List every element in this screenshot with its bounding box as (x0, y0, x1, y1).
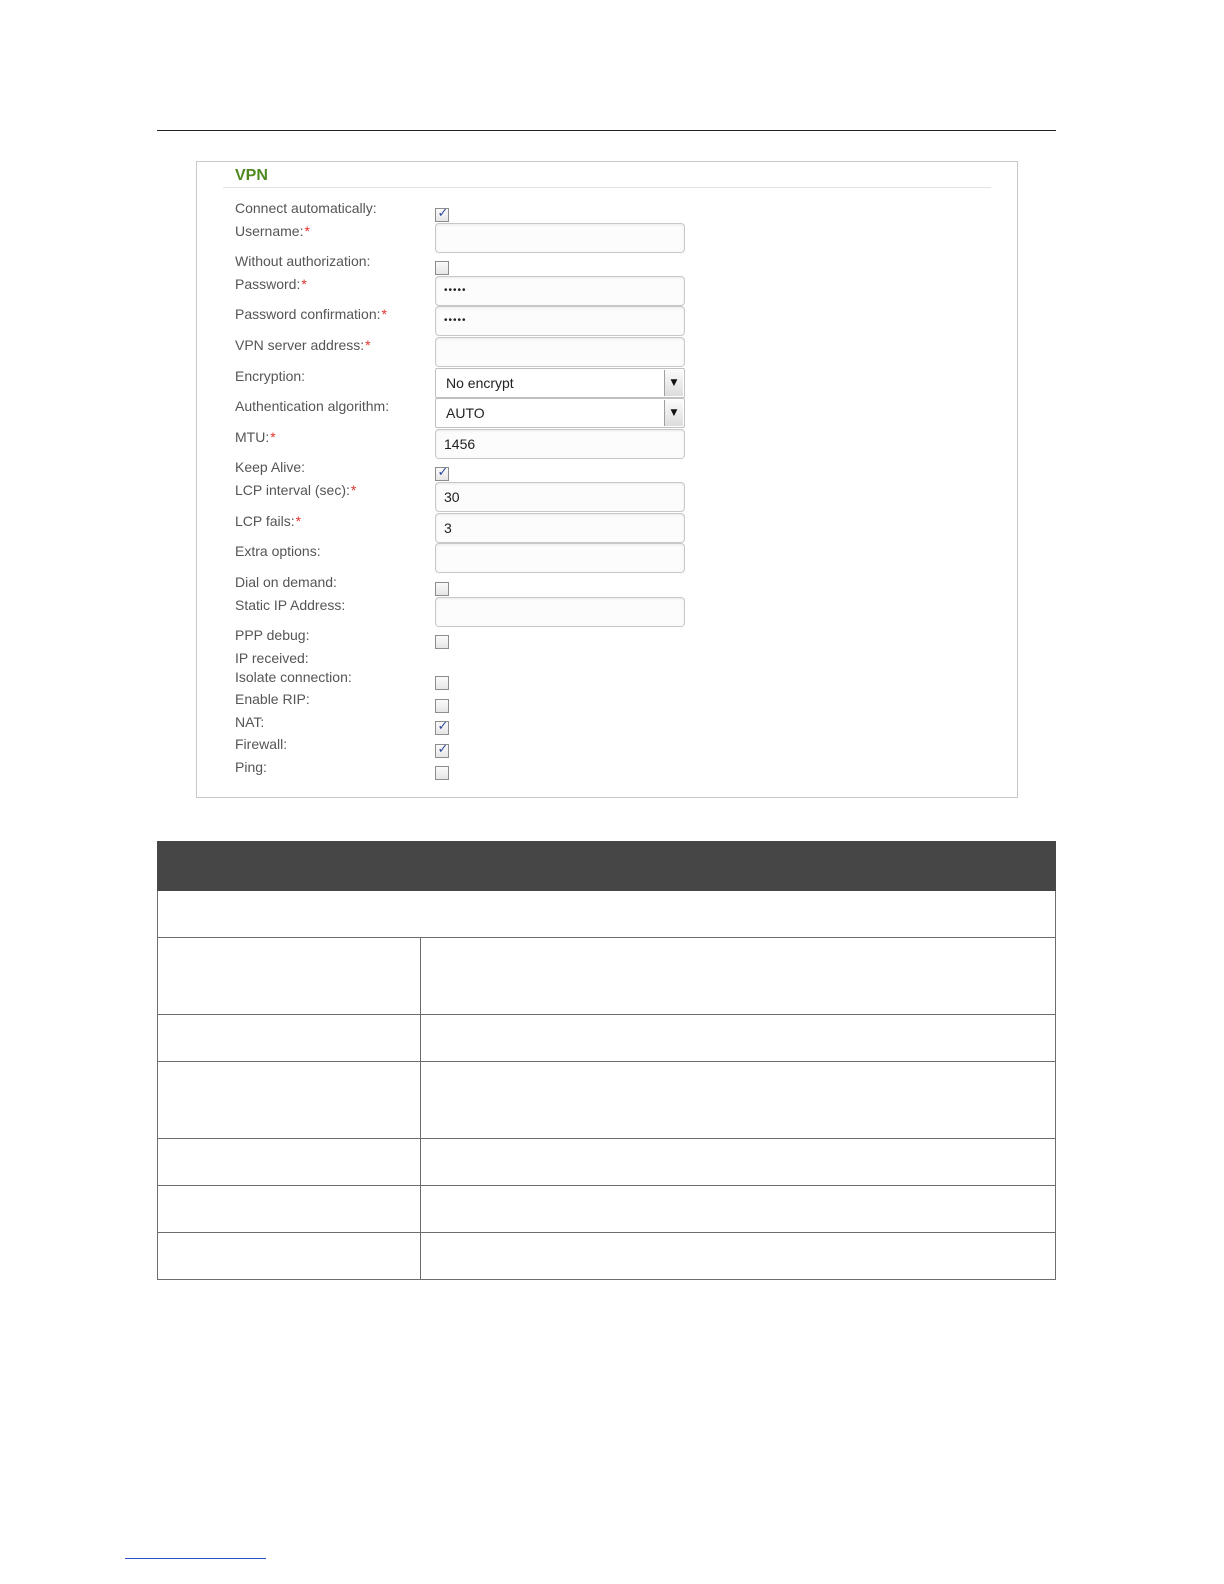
authentication-algorithm-select[interactable] (435, 398, 685, 428)
table-cell-name (158, 1015, 421, 1062)
parameters-table (157, 841, 1056, 1280)
encryption-label: Encryption: (235, 368, 306, 384)
vpn-server-address-input[interactable] (435, 337, 685, 367)
table-cell-description (421, 1139, 1056, 1186)
ppp-debug-checkbox[interactable] (435, 635, 449, 649)
checkmark-icon: ✓ (437, 206, 449, 221)
ip-received-label: IP received: (235, 650, 309, 666)
password-input[interactable]: ••••• (435, 276, 685, 306)
section-title: VPN (235, 167, 268, 184)
checkmark-icon: ✓ (437, 742, 449, 757)
password-confirmation-input[interactable]: ••••• (435, 306, 685, 336)
chevron-down-icon[interactable]: ▼ (664, 400, 683, 426)
chevron-down-icon[interactable]: ▼ (664, 370, 683, 396)
without-authorization-label: Without authorization: (235, 253, 371, 269)
section-divider (223, 187, 991, 188)
table-row (158, 1139, 1056, 1186)
footer-link-underline[interactable] (125, 1558, 266, 1559)
table-row (158, 1062, 1056, 1139)
page-header-rule (157, 130, 1056, 131)
firewall-checkbox[interactable] (435, 744, 449, 758)
table-cell-description (421, 938, 1056, 1015)
extra-options-input[interactable] (435, 543, 685, 573)
encryption-value: No encrypt (446, 375, 514, 391)
ppp-debug-label: PPP debug: (235, 627, 310, 643)
static-ip-address-input[interactable] (435, 597, 685, 627)
enable-rip-label: Enable RIP: (235, 691, 310, 707)
table-cell-name (158, 1186, 421, 1233)
table-cell-name (158, 938, 421, 1015)
ping-checkbox[interactable] (435, 766, 449, 780)
table-cell-description (421, 1186, 1056, 1233)
table-cell-description (421, 1062, 1056, 1139)
table-row (158, 1186, 1056, 1233)
table-row (158, 1233, 1056, 1280)
vpn-server-address-label: VPN server address:* (235, 337, 371, 353)
table-cell-name (158, 1139, 421, 1186)
lcp-interval-input[interactable]: 30 (435, 482, 685, 512)
enable-rip-checkbox[interactable] (435, 699, 449, 713)
lcp-fails-input[interactable]: 3 (435, 513, 685, 543)
table-cell-name (158, 1233, 421, 1280)
vpn-settings-panel (196, 161, 1018, 798)
nat-label: NAT: (235, 714, 265, 730)
username-input[interactable] (435, 223, 685, 253)
dial-on-demand-label: Dial on demand: (235, 574, 337, 590)
encryption-select[interactable] (435, 368, 685, 398)
table-row (158, 1015, 1056, 1062)
dial-on-demand-checkbox[interactable] (435, 582, 449, 596)
connect-automatically-label: Connect automatically: (235, 200, 377, 216)
table-header-cell (158, 842, 1056, 891)
table-section-cell (158, 891, 1056, 938)
mtu-label: MTU:* (235, 429, 276, 445)
lcp-fails-label: LCP fails:* (235, 513, 302, 529)
table-cell-description (421, 1233, 1056, 1280)
ping-label: Ping: (235, 759, 267, 775)
isolate-connection-checkbox[interactable] (435, 676, 449, 690)
table-header-row (158, 842, 1056, 891)
isolate-connection-label: Isolate connection: (235, 669, 352, 685)
checkmark-icon: ✓ (437, 465, 449, 480)
extra-options-label: Extra options: (235, 543, 321, 559)
keep-alive-checkbox[interactable] (435, 467, 449, 481)
keep-alive-label: Keep Alive: (235, 459, 306, 475)
firewall-label: Firewall: (235, 736, 288, 752)
table-row (158, 938, 1056, 1015)
username-label: Username:* (235, 223, 310, 239)
nat-checkbox[interactable] (435, 721, 449, 735)
mtu-input[interactable]: 1456 (435, 429, 685, 459)
table-cell-name (158, 1062, 421, 1139)
password-confirmation-label: Password confirmation:* (235, 306, 387, 322)
static-ip-address-label: Static IP Address: (235, 597, 346, 613)
password-label: Password:* (235, 276, 307, 292)
authentication-algorithm-label: Authentication algorithm: (235, 398, 390, 414)
connect-automatically-checkbox[interactable] (435, 208, 449, 222)
without-authorization-checkbox[interactable] (435, 261, 449, 275)
table-section-row (158, 891, 1056, 938)
lcp-interval-label: LCP interval (sec):* (235, 482, 357, 498)
authentication-algorithm-value: AUTO (446, 405, 485, 421)
table-cell-description (421, 1015, 1056, 1062)
checkmark-icon: ✓ (437, 719, 449, 734)
